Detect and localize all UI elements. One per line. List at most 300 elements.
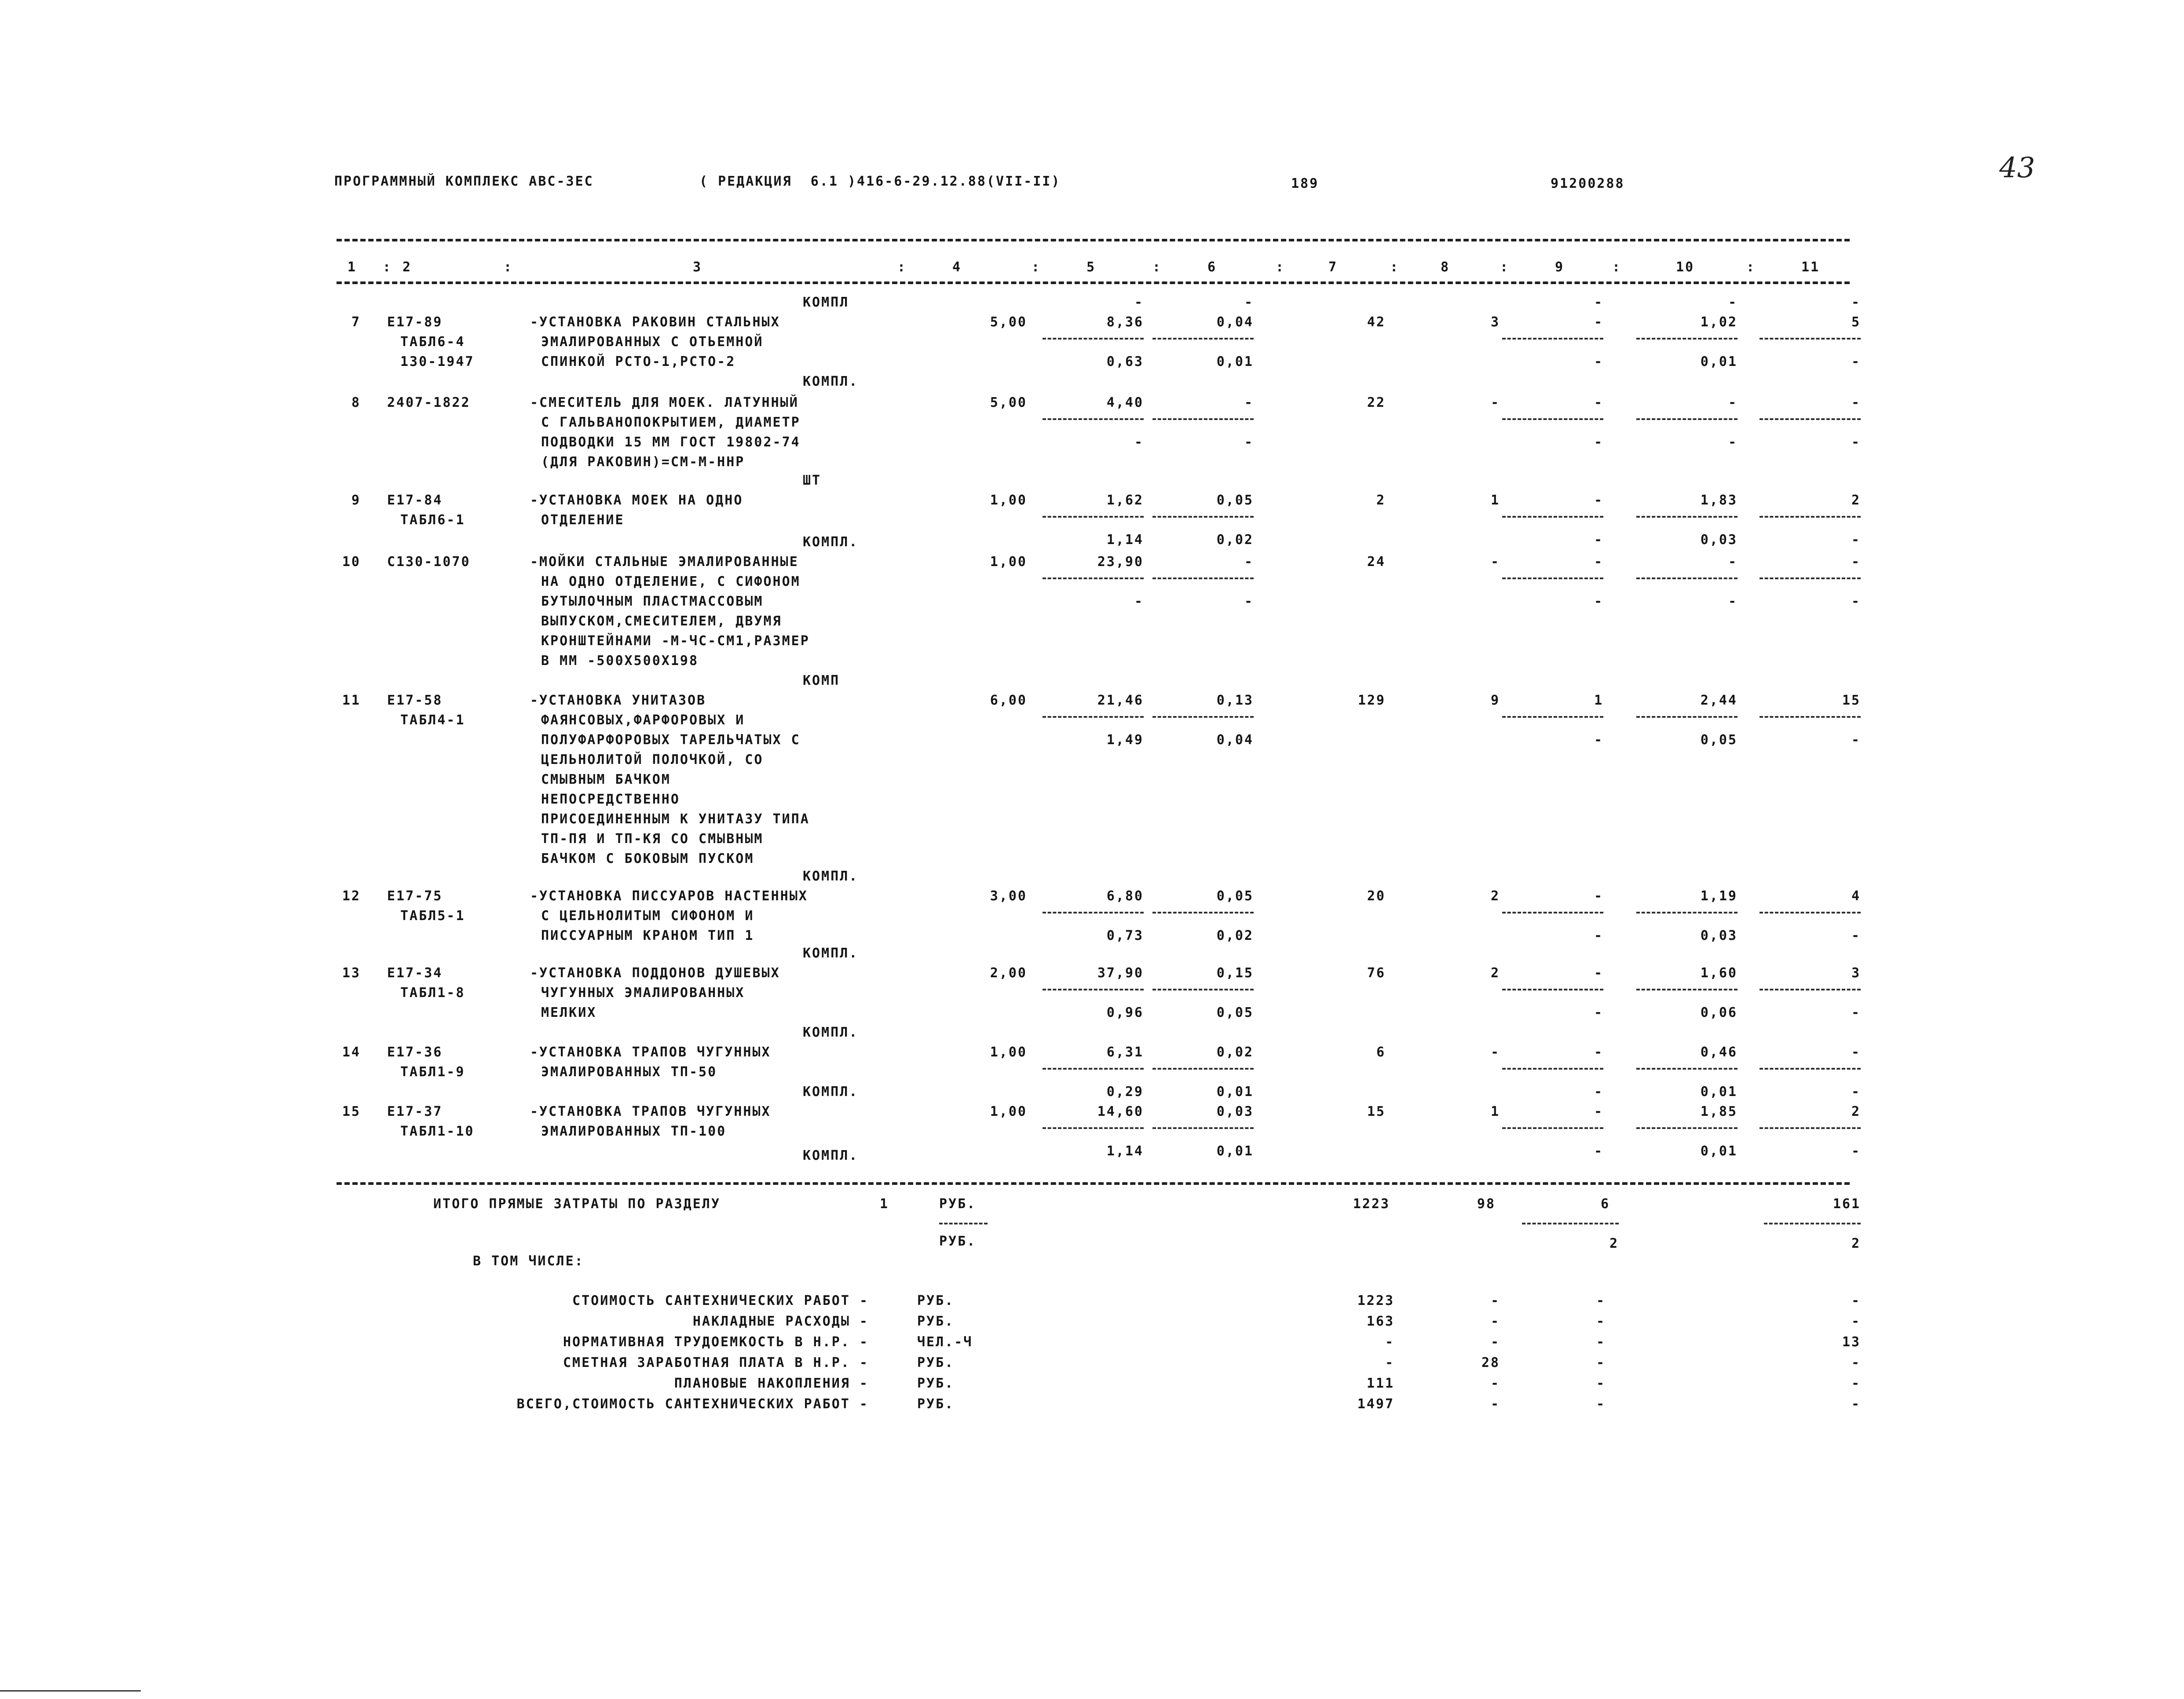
row-6-desc-1: ЧУГУННЫХ ЭМАЛИРОВАННЫХ: [541, 985, 745, 1001]
row-2-unit-top: ШТ: [803, 473, 822, 488]
row-4-desc-0: -УСТАНОВКА УНИТАЗОВ: [530, 693, 706, 708]
row-0-c5-rule: [1043, 338, 1144, 340]
row-1-c6-1: -: [1244, 435, 1254, 450]
row-2-c5-0: 1,62: [1106, 493, 1144, 508]
summary-4-col8: -: [1490, 1376, 1500, 1391]
row-2-c9-0: -: [1594, 493, 1603, 508]
row-5-c8: 2: [1490, 888, 1500, 904]
column-header-14: 8: [1441, 259, 1450, 275]
summary-1-unit: РУБ.: [917, 1314, 955, 1329]
row-4-desc-5: НЕПОСРЕДСТВЕННО: [541, 792, 680, 807]
row-3-c11-rule: [1760, 577, 1861, 579]
row-3-c6-0: -: [1244, 554, 1254, 570]
row-8-desc-0: -УСТАНОВКА ТРАПОВ ЧУГУННЫХ: [530, 1104, 771, 1119]
row-3-desc-2: БУТЫЛОЧНЫМ ПЛАСТМАССОВЫМ: [541, 594, 764, 609]
row-3-desc-4: КРОНШТЕЙНАМИ -М-ЧС-СМ1,РАЗМЕР: [541, 633, 810, 649]
handwritten-page-number: 43: [1999, 152, 2035, 184]
row-0-c5-0: -: [1134, 295, 1144, 310]
row-2-c6-1: 0,02: [1216, 532, 1254, 548]
row-3-qty: 1,00: [990, 554, 1027, 570]
summary-3-col8: 28: [1481, 1355, 1500, 1370]
column-header-4: 3: [693, 259, 702, 275]
row-5-c11-0: 4: [1851, 888, 1861, 904]
summary-1-col8: -: [1490, 1314, 1500, 1329]
row-5-c5-0: 6,80: [1106, 888, 1144, 904]
column-header-3: :: [504, 259, 513, 275]
row-1-unit-top: КОМПЛ.: [803, 374, 859, 389]
row-7-c6-rule: [1152, 1068, 1254, 1070]
row-5-c10-rule: [1636, 912, 1738, 913]
row-6-c9-0: -: [1594, 965, 1603, 981]
row-5-c7: 20: [1367, 888, 1386, 904]
row-2-c6-rule: [1152, 516, 1254, 518]
row-4-c6-rule: [1152, 716, 1254, 718]
summary-3-col9: -: [1596, 1355, 1606, 1370]
row-5-c5-rule: [1043, 912, 1144, 913]
row-8-qty: 1,00: [990, 1104, 1027, 1119]
row-5-c5-1: 0,73: [1106, 928, 1144, 943]
row-7-c9-rule: [1502, 1068, 1603, 1070]
header-rule-top: [337, 239, 1850, 241]
totals-col11-rule: [1764, 1223, 1861, 1224]
row-1-c5-1: -: [1134, 435, 1144, 450]
row-3-c10-rule: [1636, 577, 1738, 579]
row-4-desc-3: ЦЕЛЬНОЛИТОЙ ПОЛОЧКОЙ, СО: [541, 752, 764, 767]
row-2-desc-1: ОТДЕЛЕНИЕ: [541, 512, 625, 528]
row-4-unit-top: КОМП: [803, 673, 840, 688]
column-header-13: :: [1390, 259, 1400, 275]
column-header-10: 6: [1207, 259, 1217, 275]
row-3-c7: 24: [1367, 554, 1386, 570]
row-0-c10-1: 1,02: [1700, 314, 1738, 330]
row-7-c5-rule: [1043, 1068, 1144, 1070]
column-header-9: :: [1152, 259, 1162, 275]
row-8-c5-1: 1,14: [1106, 1144, 1144, 1159]
row-4-c11-1: -: [1851, 732, 1861, 748]
row-0-c10-rule: [1636, 338, 1738, 340]
totals-rule: [337, 1182, 1850, 1185]
row-5-c10-0: 1,19: [1700, 888, 1738, 904]
row-0-c11-0: -: [1851, 295, 1861, 310]
row-1-c7: 22: [1367, 395, 1386, 410]
totals-col9b: 2: [1609, 1236, 1619, 1251]
row-8-c9-rule: [1502, 1127, 1603, 1129]
row-4-c8: 9: [1490, 693, 1500, 708]
row-5-desc-0: -УСТАНОВКА ПИССУАРОВ НАСТЕННЫХ: [530, 888, 808, 904]
row-1-c10-1: -: [1728, 435, 1738, 450]
row-2-code-1: ТАБЛ6-1: [400, 512, 465, 528]
row-4-c11-0: 15: [1842, 693, 1861, 708]
row-8-number: 15: [342, 1104, 361, 1119]
row-2-number: 9: [351, 493, 361, 508]
row-1-c10-rule: [1636, 418, 1738, 420]
row-3-code-0: С130-1070: [387, 554, 471, 570]
row-5-number: 12: [342, 888, 361, 904]
row-6-c6-0: 0,15: [1216, 965, 1254, 981]
row-4-desc-6: ПРИСОЕДИНЕННЫМ К УНИТАЗУ ТИПА: [541, 811, 810, 827]
summary-2-col8: -: [1490, 1334, 1500, 1350]
row-1-c11-rule: [1760, 418, 1861, 420]
row-5-c9-1: -: [1594, 928, 1603, 943]
column-header-0: 1: [348, 259, 357, 275]
row-4-c5-0: 21,46: [1097, 693, 1144, 708]
row-0-code-1: ТАБЛ6-4: [400, 334, 465, 350]
totals-col7: 1223: [1353, 1196, 1390, 1212]
row-7-c11-1: -: [1851, 1084, 1861, 1100]
column-header-8: 5: [1087, 259, 1096, 275]
row-5-code-0: Е17-75: [387, 888, 443, 904]
row-2-c8: 1: [1490, 493, 1500, 508]
row-3-c11-1: -: [1851, 594, 1861, 609]
row-3-unit-top: КОМПЛ.: [803, 534, 859, 550]
row-8-c10-1: 0,01: [1700, 1144, 1738, 1159]
row-3-c11-0: -: [1851, 554, 1861, 570]
row-0-c6-rule: [1152, 338, 1254, 340]
row-3-c9-rule: [1502, 577, 1603, 579]
row-3-c5-rule: [1043, 577, 1144, 579]
column-header-6: 4: [952, 259, 962, 275]
row-3-c10-1: -: [1728, 594, 1738, 609]
row-8-c6-0: 0,03: [1216, 1104, 1254, 1119]
row-8-c10-0: 1,85: [1700, 1104, 1738, 1119]
summary-1-col7: 163: [1366, 1314, 1394, 1329]
row-2-c11-rule: [1760, 516, 1861, 518]
row-1-c6-0: -: [1244, 395, 1254, 410]
summary-4-col11: -: [1851, 1376, 1861, 1391]
summary-4-col9: -: [1596, 1376, 1606, 1391]
row-2-c9-1: -: [1594, 532, 1603, 548]
row-4-c11-rule: [1760, 716, 1861, 718]
row-1-c5-rule: [1043, 418, 1144, 420]
row-3-desc-0: -МОЙКИ СТАЛЬНЫЕ ЭМАЛИРОВАННЫЕ: [530, 554, 799, 570]
row-3-number: 10: [342, 554, 361, 570]
row-3-desc-1: НА ОДНО ОТДЕЛЕНИЕ, С СИФОНОМ: [541, 574, 801, 589]
row-3-c8: -: [1490, 554, 1500, 570]
totals-unit-2: РУБ.: [939, 1234, 977, 1249]
row-7-desc-0: -УСТАНОВКА ТРАПОВ ЧУГУННЫХ: [530, 1045, 771, 1060]
row-4-c7: 129: [1357, 693, 1386, 708]
row-4-c9-rule: [1502, 716, 1603, 718]
row-4-c9-1: -: [1594, 732, 1603, 748]
row-8-c9-1: -: [1594, 1144, 1603, 1159]
row-6-c10-rule: [1636, 989, 1738, 990]
row-5-c6-1: 0,02: [1216, 928, 1254, 943]
summary-4-col7: 111: [1366, 1376, 1394, 1391]
row-8-c7: 15: [1367, 1104, 1386, 1119]
row-1-c11-0: -: [1851, 395, 1861, 410]
row-5-code-1: ТАБЛ5-1: [400, 908, 465, 924]
row-5-c9-rule: [1502, 912, 1603, 913]
column-header-18: 10: [1676, 259, 1695, 275]
summary-2-col9: -: [1596, 1334, 1606, 1350]
row-5-unit-top: КОМПЛ.: [803, 869, 859, 884]
row-5-desc-1: С ЦЕЛЬНОЛИТЫМ СИФОНОМ И: [541, 908, 754, 924]
row-4-code-0: Е17-58: [387, 693, 443, 708]
totals-col9-rule: [1522, 1223, 1619, 1224]
row-3-c5-0: 23,90: [1097, 554, 1144, 570]
totals-col11a: 161: [1833, 1196, 1861, 1212]
row-6-c6-1: 0,05: [1216, 1005, 1254, 1020]
row-8-c11-0: 2: [1851, 1104, 1861, 1119]
summary-5-col7: 1497: [1357, 1396, 1394, 1412]
row-2-c7: 2: [1376, 493, 1386, 508]
summary-3-label: СМЕТНАЯ ЗАРАБОТНАЯ ПЛАТА В Н.Р. -: [563, 1355, 869, 1370]
row-8-c11-1: -: [1851, 1144, 1861, 1159]
row-4-c6-0: 0,13: [1216, 693, 1254, 708]
column-header-1: :: [383, 259, 392, 275]
row-0-c7: 42: [1367, 314, 1386, 330]
program-title: ПРОГРАММНЫЙ КОМПЛЕКС АВС-3ЕС: [334, 174, 594, 189]
row-6-qty: 2,00: [990, 965, 1027, 981]
row-0-c5-2: 0,63: [1106, 354, 1144, 369]
row-7-c5-1: 0,29: [1106, 1084, 1144, 1100]
row-8-c11-rule: [1760, 1127, 1861, 1129]
row-7-c6-0: 0,02: [1216, 1045, 1254, 1060]
column-header-19: :: [1746, 259, 1756, 275]
row-2-c10-1: 0,03: [1700, 532, 1738, 548]
row-6-c8: 2: [1490, 965, 1500, 981]
row-7-c6-1: 0,01: [1216, 1084, 1254, 1100]
totals-unit-1: РУБ.: [939, 1196, 977, 1212]
column-header-11: :: [1276, 259, 1285, 275]
row-4-c9-0: 1: [1594, 693, 1603, 708]
row-7-c10-1: 0,01: [1700, 1084, 1738, 1100]
row-1-code-0: 2407-1822: [387, 395, 471, 410]
totals-col11b: 2: [1851, 1236, 1861, 1251]
row-7-qty: 1,00: [990, 1045, 1027, 1060]
summary-5-col9: -: [1596, 1396, 1606, 1412]
row-6-code-1: ТАБЛ1-8: [400, 985, 465, 1001]
row-1-qty: 5,00: [990, 395, 1027, 410]
row-7-c9-0: -: [1594, 1045, 1603, 1060]
row-0-code-2: 130-1947: [400, 354, 475, 369]
row-6-c9-1: -: [1594, 1005, 1603, 1020]
row-4-desc-7: ТП-ПЯ И ТП-КЯ СО СМЫВНЫМ: [541, 831, 764, 847]
row-7-c10-rule: [1636, 1068, 1738, 1070]
column-header-5: :: [897, 259, 907, 275]
row-0-desc-1: ЭМАЛИРОВАННЫХ С ОТЬЕМНОЙ: [541, 334, 764, 350]
row-3-c6-1: -: [1244, 594, 1254, 609]
row-8-c8: 1: [1490, 1104, 1500, 1119]
column-header-2: 2: [402, 259, 412, 275]
row-5-c9-0: -: [1594, 888, 1603, 904]
row-1-c9-1: -: [1594, 435, 1603, 450]
row-1-desc-2: ПОДВОДКИ 15 ММ ГОСТ 19802-74: [541, 435, 801, 450]
row-7-c9-1: -: [1594, 1084, 1603, 1100]
summary-5-label: ВСЕГО,СТОИМОСТЬ САНТЕХНИЧЕСКИХ РАБОТ -: [516, 1396, 869, 1412]
row-6-desc-2: МЕЛКИХ: [541, 1005, 597, 1020]
column-header-15: :: [1500, 259, 1510, 275]
row-0-c6-1: 0,04: [1216, 314, 1254, 330]
row-8-c5-0: 14,60: [1097, 1104, 1144, 1119]
row-5-desc-2: ПИССУАРНЫМ КРАНОМ ТИП 1: [541, 928, 754, 943]
row-2-c10-0: 1,83: [1700, 493, 1738, 508]
row-8-unit-top: КОМПЛ.: [803, 1084, 859, 1100]
totals-unit-rule: [939, 1223, 988, 1224]
row-3-c9-1: -: [1594, 594, 1603, 609]
row-4-c5-1: 1,49: [1106, 732, 1144, 748]
row-0-c9-0: -: [1594, 295, 1603, 310]
row-2-c5-rule: [1043, 516, 1144, 518]
row-4-qty: 6,00: [990, 693, 1027, 708]
summary-3-col7: -: [1385, 1355, 1394, 1370]
row-0-c6-2: 0,01: [1216, 354, 1254, 369]
summary-0-col8: -: [1490, 1293, 1500, 1308]
summary-1-col9: -: [1596, 1314, 1606, 1329]
summary-4-label: ПЛАНОВЫЕ НАКОПЛЕНИЯ -: [674, 1376, 869, 1391]
row-3-desc-3: ВЫПУСКОМ,СМЕСИТЕЛЕМ, ДВУМЯ: [541, 614, 782, 629]
row-7-unit-top: КОМПЛ.: [803, 1025, 859, 1040]
row-3-c6-rule: [1152, 577, 1254, 579]
row-4-c6-1: 0,04: [1216, 732, 1254, 748]
row-4-desc-1: ФАЯНСОВЫХ,ФАРФОРОВЫХ И: [541, 712, 745, 728]
row-4-desc-4: СМЫВНЫМ БАЧКОМ: [541, 772, 671, 787]
totals-label: ИТОГО ПРЯМЫЕ ЗАТРАТЫ ПО РАЗДЕЛУ: [433, 1196, 721, 1212]
row-8-c6-rule: [1152, 1127, 1254, 1129]
row-0-desc-0: -УСТАНОВКА РАКОВИН СТАЛЬНЫХ: [530, 314, 780, 330]
totals-col8: 98: [1477, 1196, 1496, 1212]
row-4-desc-2: ПОЛУФАРФОРОВЫХ ТАРЕЛЬЧАТЫХ С: [541, 732, 801, 748]
header-rule-bottom: [337, 281, 1850, 284]
row-4-c5-rule: [1043, 716, 1144, 718]
page-number: 189: [1291, 176, 1319, 191]
row-6-c6-rule: [1152, 989, 1254, 990]
row-5-qty: 3,00: [990, 888, 1027, 904]
row-6-code-0: Е17-34: [387, 965, 443, 981]
row-7-code-1: ТАБЛ1-9: [400, 1064, 465, 1080]
totals-col9a: 6: [1600, 1196, 1610, 1212]
row-5-c11-1: -: [1851, 928, 1861, 943]
row-2-c6-0: 0,05: [1216, 493, 1254, 508]
row-3-c9-0: -: [1594, 554, 1603, 570]
row-1-c9-0: -: [1594, 395, 1603, 410]
row-0-unit-top: КОМПЛ: [803, 295, 849, 310]
row-7-c7: 6: [1376, 1045, 1386, 1060]
row-7-c5-0: 6,31: [1106, 1045, 1144, 1060]
row-0-desc-2: СПИНКОЙ РСТО-1,РСТО-2: [541, 354, 736, 369]
row-0-c10-0: -: [1728, 295, 1738, 310]
summary-0-col9: -: [1596, 1293, 1606, 1308]
column-header-20: 11: [1801, 259, 1820, 275]
row-1-number: 8: [351, 395, 361, 410]
row-0-c10-2: 0,01: [1700, 354, 1738, 369]
row-6-desc-0: -УСТАНОВКА ПОДДОНОВ ДУШЕВЫХ: [530, 965, 780, 981]
row-8-c9-0: -: [1594, 1104, 1603, 1119]
row-5-c6-0: 0,05: [1216, 888, 1254, 904]
edition-label: ( РЕДАКЦИЯ 6.1 )416-6-29.12.88(VII-II): [699, 174, 1061, 189]
row-5-c11-rule: [1760, 912, 1861, 913]
row-0-c9-1: -: [1594, 314, 1603, 330]
summary-5-col8: -: [1490, 1396, 1500, 1412]
row-4-number: 11: [342, 693, 361, 708]
row-2-qty: 1,00: [990, 493, 1027, 508]
row-8-code-1: ТАБЛ1-10: [400, 1124, 475, 1139]
row-2-c11-1: -: [1851, 532, 1861, 548]
column-header-7: :: [1032, 259, 1041, 275]
row-0-qty: 5,00: [990, 314, 1027, 330]
totals-section: 1: [880, 1196, 889, 1212]
row-2-c9-rule: [1502, 516, 1603, 518]
summary-4-unit: РУБ.: [917, 1376, 955, 1391]
summary-2-label: НОРМАТИВНАЯ ТРУДОЕМКОСТЬ В Н.Р. -: [563, 1334, 869, 1350]
row-6-number: 13: [342, 965, 361, 981]
row-7-c10-0: 0,46: [1700, 1045, 1738, 1060]
row-1-desc-0: -СМЕСИТЕЛЬ ДЛЯ МОЕК. ЛАТУННЫЙ: [530, 395, 799, 410]
row-4-c10-1: 0,05: [1700, 732, 1738, 748]
row-6-c10-1: 0,06: [1700, 1005, 1738, 1020]
summary-5-col11: -: [1851, 1396, 1861, 1412]
row-3-c5-1: -: [1134, 594, 1144, 609]
row-1-c11-1: -: [1851, 435, 1861, 450]
row-6-c10-0: 1,60: [1700, 965, 1738, 981]
summary-1-label: НАКЛАДНЫЕ РАСХОДЫ -: [692, 1314, 869, 1329]
row-3-c10-0: -: [1728, 554, 1738, 570]
row-1-c6-rule: [1152, 418, 1254, 420]
row-4-desc-8: БАЧКОМ С БОКОВЫМ ПУСКОМ: [541, 851, 754, 866]
row-6-unit-top: КОМПЛ.: [803, 946, 859, 961]
row-6-c11-rule: [1760, 989, 1861, 990]
row-7-c8: -: [1490, 1045, 1500, 1060]
summary-2-col7: -: [1385, 1334, 1394, 1350]
row-6-c11-0: 3: [1851, 965, 1861, 981]
row-2-code-0: Е17-84: [387, 493, 443, 508]
summary-0-col7: 1223: [1357, 1293, 1394, 1308]
summary-0-label: СТОИМОСТЬ САНТЕХНИЧЕСКИХ РАБОТ -: [572, 1293, 869, 1308]
row-0-c11-rule: [1760, 338, 1861, 340]
row-2-c5-1: 1,14: [1106, 532, 1144, 548]
summary-3-unit: РУБ.: [917, 1355, 955, 1370]
summary-1-col11: -: [1851, 1314, 1861, 1329]
summary-2-unit: ЧЕЛ.-Ч: [917, 1334, 973, 1350]
row-6-c9-rule: [1502, 989, 1603, 990]
row-0-c9-rule: [1502, 338, 1603, 340]
row-7-code-0: Е17-36: [387, 1045, 443, 1060]
row-1-desc-1: С ГАЛЬВАНОПОКРЫТИЕМ, ДИАМЕТР: [541, 415, 801, 430]
row-7-c11-0: -: [1851, 1045, 1861, 1060]
row-7-c11-rule: [1760, 1068, 1861, 1070]
row-6-c5-rule: [1043, 989, 1144, 990]
row-1-c9-rule: [1502, 418, 1603, 420]
row-6-c11-1: -: [1851, 1005, 1861, 1020]
row-7-number: 14: [342, 1045, 361, 1060]
row-0-number: 7: [351, 314, 361, 330]
row-2-c10-rule: [1636, 516, 1738, 518]
bottom-rule: [0, 1690, 141, 1692]
document-code: 91200288: [1551, 176, 1625, 191]
row-3-desc-5: В ММ -500Х500Х198: [541, 653, 699, 669]
row-0-c8: 3: [1490, 314, 1500, 330]
row-0-c9-2: -: [1594, 354, 1603, 369]
row-6-c5-1: 0,96: [1106, 1005, 1144, 1020]
column-header-12: 7: [1328, 259, 1338, 275]
row-6-c5-0: 37,90: [1097, 965, 1144, 981]
row-1-desc-3: (ДЛЯ РАКОВИН)=СМ-М-ННР: [541, 454, 745, 470]
row-0-code-0: Е17-89: [387, 314, 443, 330]
row-2-desc-0: -УСТАНОВКА МОЕК НА ОДНО: [530, 493, 743, 508]
row-4-c10-rule: [1636, 716, 1738, 718]
summary-0-unit: РУБ.: [917, 1293, 955, 1308]
row-1-c8: -: [1490, 395, 1500, 410]
column-header-16: 9: [1555, 259, 1565, 275]
row-9-unit-top: КОМПЛ.: [803, 1148, 859, 1163]
row-8-c5-rule: [1043, 1127, 1144, 1129]
row-0-c6-0: -: [1244, 295, 1254, 310]
row-6-c7: 76: [1367, 965, 1386, 981]
row-0-c11-1: 5: [1851, 314, 1861, 330]
row-0-c11-2: -: [1851, 354, 1861, 369]
row-7-desc-1: ЭМАЛИРОВАННЫХ ТП-50: [541, 1064, 717, 1080]
summary-0-col11: -: [1851, 1293, 1861, 1308]
